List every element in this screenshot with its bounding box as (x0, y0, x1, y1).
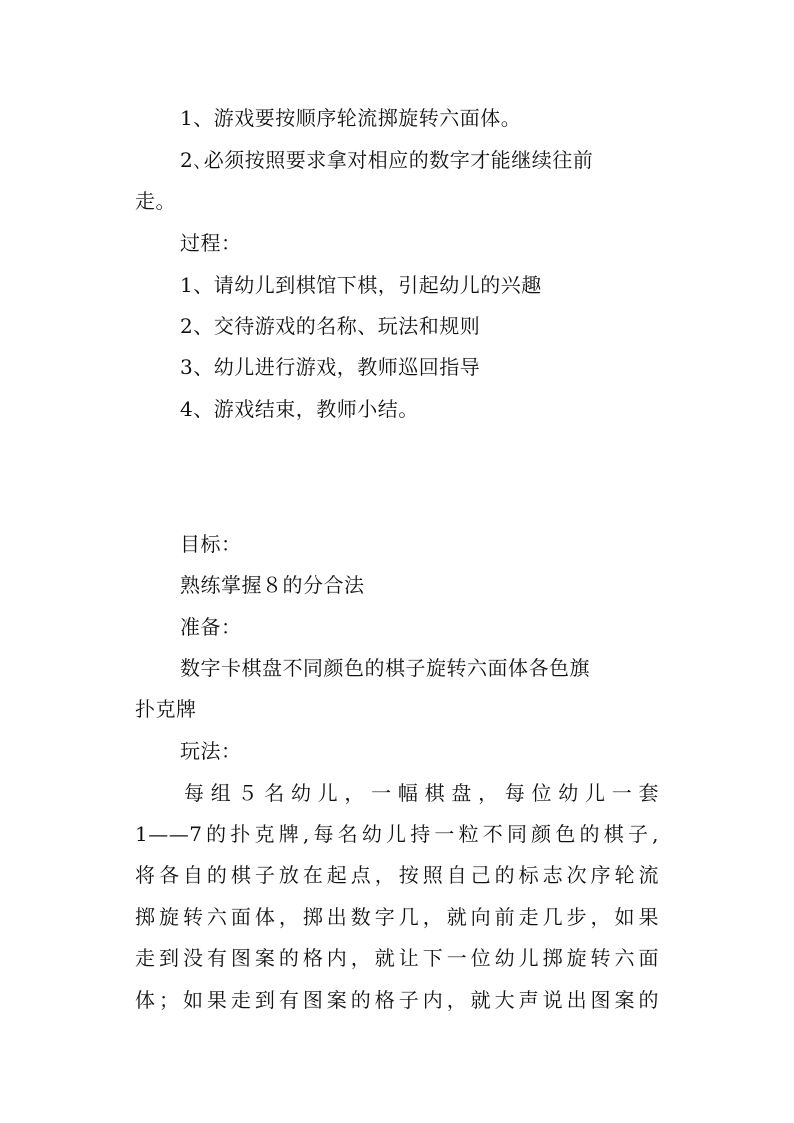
prep-heading: 准备： (180, 615, 242, 639)
goal-text: 熟练掌握８的分合法 (180, 573, 365, 597)
play-line-1: 每组５名幼儿，一幅棋盘，每位幼儿一套 (184, 781, 659, 805)
goal-heading: 目标： (180, 532, 242, 556)
process-heading: 过程： (180, 231, 242, 255)
play-line-2: 1——7的扑克牌,每名幼儿持一粒不同颜色的棋子, (135, 822, 659, 846)
prep-text-line-1: 数字卡棋盘不同颜色的棋子旋转六面体各色旗 (180, 656, 590, 680)
play-heading: 玩法： (180, 739, 242, 763)
play-line-4: 掷旋转六面体，掷出数字几，就向前走几步，如果 (135, 905, 659, 929)
step-1: 1、请幼儿到棋馆下棋，引起幼儿的兴趣 (180, 273, 542, 297)
rule-2-line-1: 2､必须按照要求拿对相应的数字才能继续往前 (180, 148, 594, 172)
play-line-5: 走到没有图案的格内，就让下一位幼儿掷旋转六面 (135, 946, 659, 970)
step-4: 4、游戏结束，教师小结。 (180, 397, 419, 421)
step-3: 3、幼儿进行游戏，教师巡回指导 (180, 355, 481, 379)
play-line-6: 体；如果走到有图案的格子内，就大声说出图案的 (135, 988, 659, 1012)
step-2: 2、交待游戏的名称、玩法和规则 (180, 314, 481, 338)
rule-1: 1、游戏要按顺序轮流掷旋转六面体。 (180, 106, 522, 130)
play-line-3: 将各自的棋子放在起点，按照自己的标志次序轮流 (135, 863, 659, 887)
prep-text-line-2: 扑克牌 (135, 697, 197, 721)
rule-2-line-2: 走。 (135, 189, 176, 213)
